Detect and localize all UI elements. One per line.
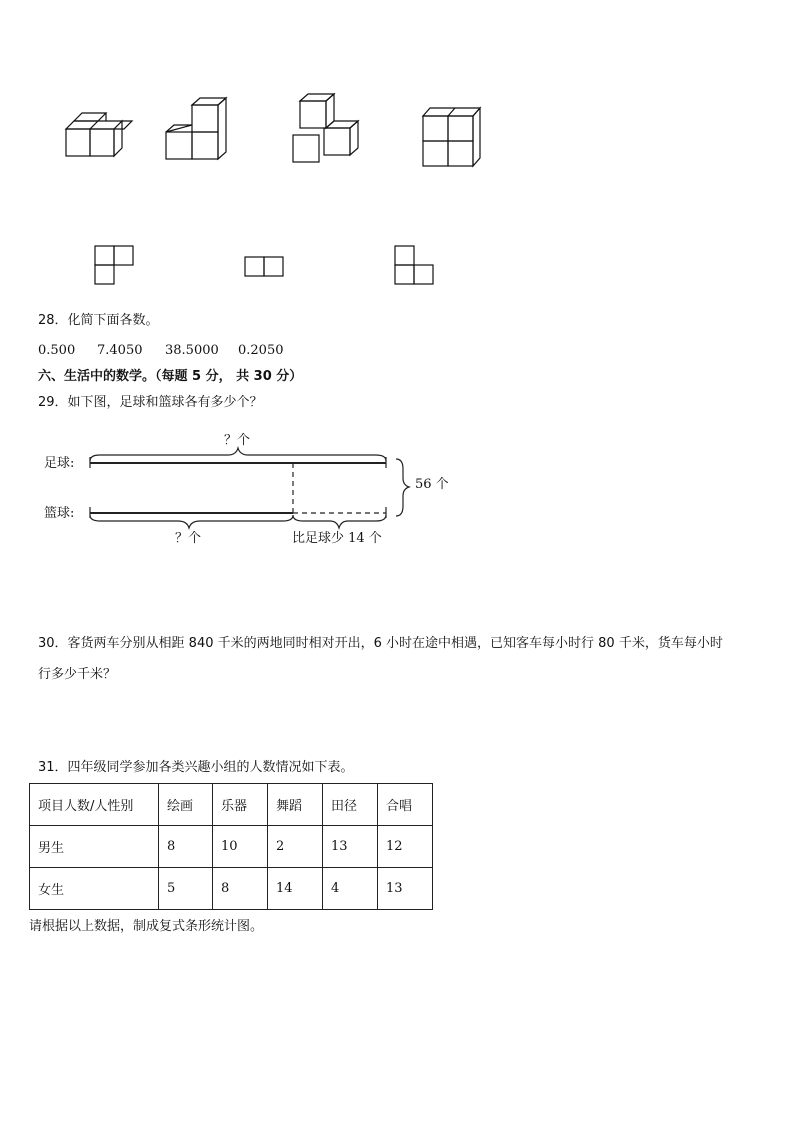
table-cell: 5: [159, 868, 213, 910]
view-shapes: [0, 240, 520, 295]
table-row: [30, 868, 433, 910]
question-30-line-2: 行多少千米？: [38, 667, 117, 682]
table-header-cell: 项目人数/人性别: [30, 784, 159, 826]
difference-label: 比足球少 14 个: [292, 531, 382, 546]
cube-figure-1: [66, 113, 132, 156]
top-question-label: ？个: [224, 433, 251, 448]
q28-number: 38.5000: [165, 343, 219, 358]
view-shape-2: [245, 257, 283, 276]
cube-figure-4: [423, 108, 480, 166]
table-cell: 女生: [30, 868, 159, 910]
table-cell: 12: [378, 826, 433, 868]
table-cell: 8: [213, 868, 268, 910]
table-header-cell: 舞蹈: [268, 784, 323, 826]
interest-group-table: [29, 783, 433, 910]
table-header-cell: 乐器: [213, 784, 268, 826]
table-cell: 男生: [30, 826, 159, 868]
question-29-title: 29．如下图，足球和篮球各有多少个？: [38, 395, 263, 410]
q28-number: 0.2050: [238, 343, 284, 358]
cube-figure-2: [166, 98, 226, 159]
total-label: 56 个: [415, 477, 449, 492]
q28-number: 7.4050: [97, 343, 143, 358]
table-header-cell: 合唱: [378, 784, 433, 826]
view-shape-1: [95, 246, 133, 284]
question-28-title: 28．化简下面各数。: [38, 313, 159, 328]
table-cell: 4: [323, 868, 378, 910]
question-30-line-1: 30．客货两车分别从相距 840 千米的两地同时相对开出，6 小时在途中相遇，已知客车每小时行 80 千米，货车每小时: [38, 636, 723, 651]
cube-figure-3: [293, 94, 358, 162]
table-cell: 13: [378, 868, 433, 910]
table-header-row: [30, 784, 433, 826]
question-31-title: 31．四年级同学参加各类兴趣小组的人数情况如下表。: [38, 760, 354, 775]
football-label: 足球:: [44, 456, 75, 471]
table-cell: 14: [268, 868, 323, 910]
table-header-cell: 绘画: [159, 784, 213, 826]
view-shape-3: [395, 246, 433, 284]
table-cell: 10: [213, 826, 268, 868]
table-header-cell: 田径: [323, 784, 378, 826]
basketball-label: 篮球:: [44, 506, 75, 521]
table-cell: 8: [159, 826, 213, 868]
question-31-instruction: 请根据以上数据，制成复式条形统计图。: [29, 919, 264, 934]
table-cell: 2: [268, 826, 323, 868]
q28-number: 0.500: [38, 343, 76, 358]
section-6-heading: 六、生活中的数学。（每题 5 分， 共 30 分）: [38, 369, 303, 384]
bottom-question-label: ？个: [175, 531, 202, 546]
table-cell: 13: [323, 826, 378, 868]
cube-figures: [0, 80, 520, 190]
table-row: [30, 826, 433, 868]
